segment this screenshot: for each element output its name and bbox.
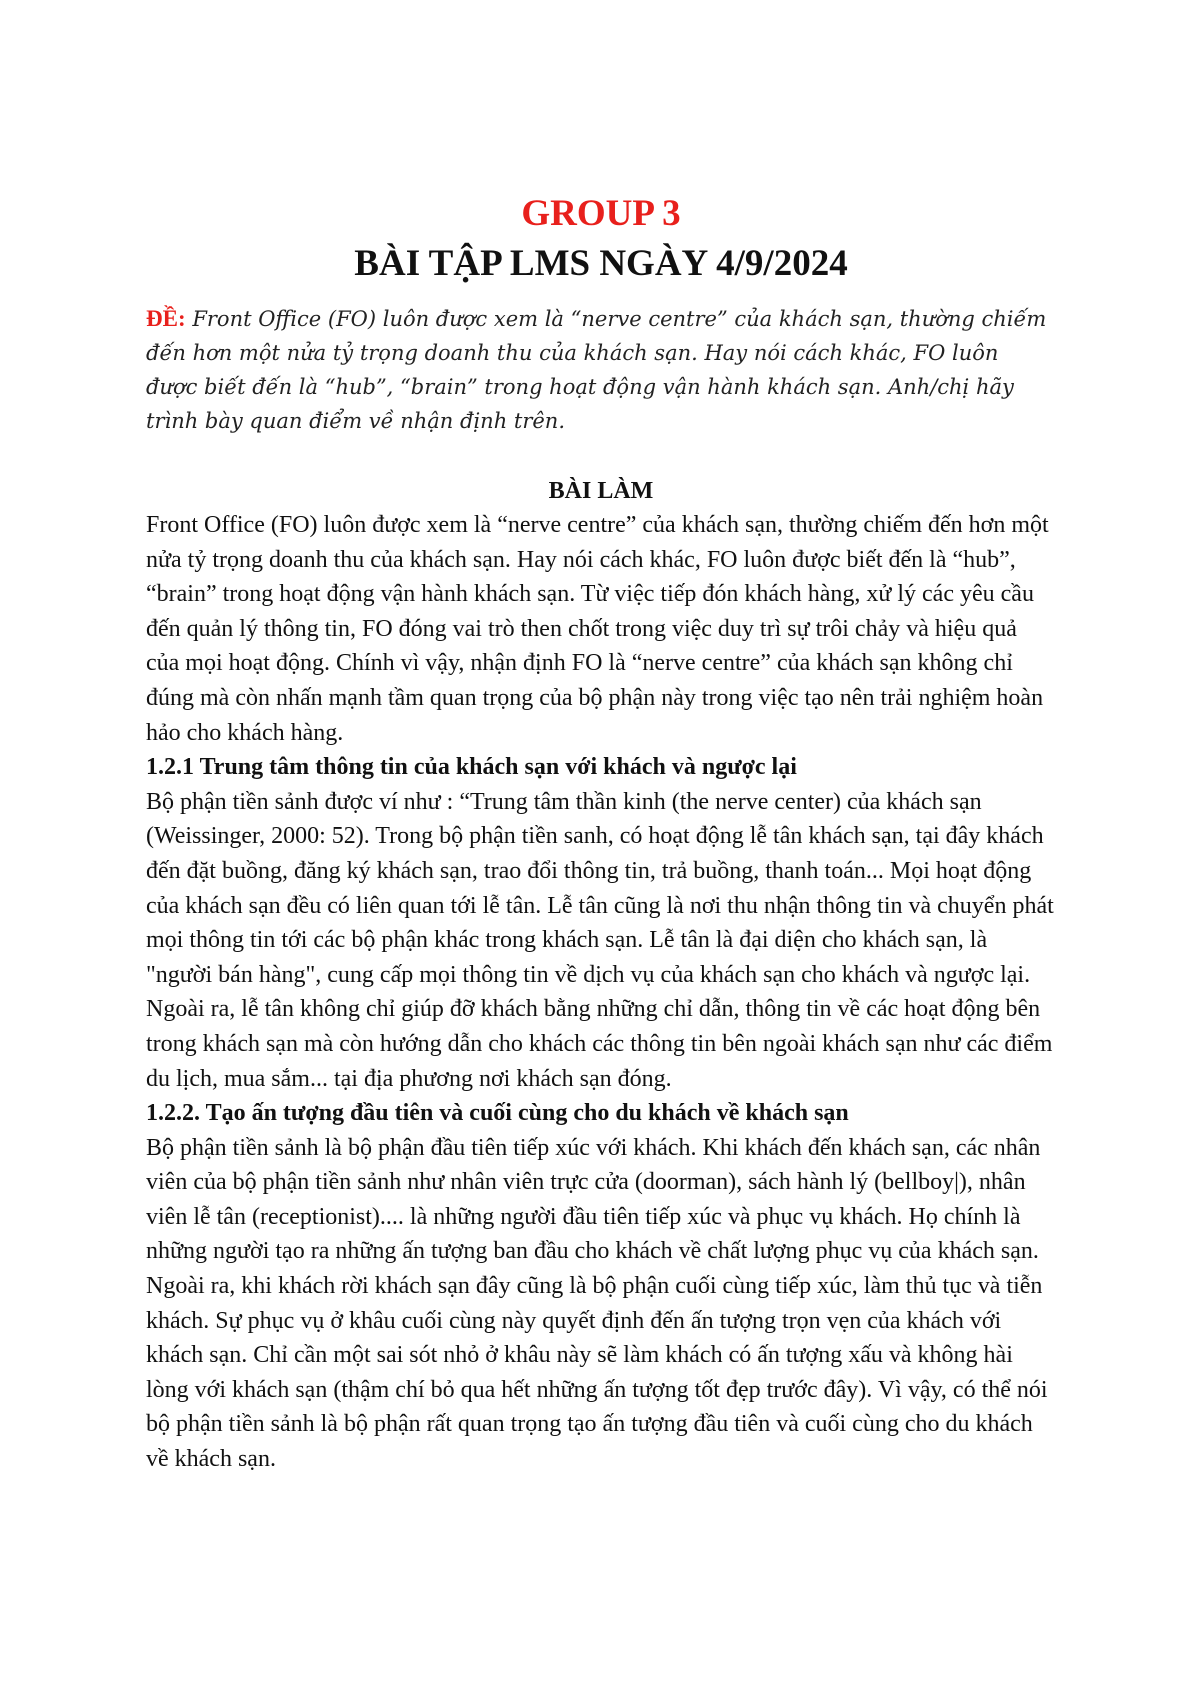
section-body-1-2-2: Bộ phận tiền sảnh là bộ phận đầu tiên tiếp xúc với khách. Khi khách đến khách sạn, các nhân viên của bộ phận tiền sảnh như nhân viên trực cửa (doorman), sách hành lý (bellboy|), nhân viên lễ tân (receptionist).... là những người đầu tiên tiếp xúc và phục vụ khách. Họ chính là những người tạo ra những ấn tượng ban đầu cho khách về chất lượng phục vụ của khách sạn. Ngoài ra, khi khách rời khách sạn đây cũng là bộ phận cuối cùng tiếp xúc, làm thủ tục và tiễn khách. Sự phục vụ ở khâu cuối cùng này quyết định đến ấn tượng trọn vẹn của khách với khách sạn. Chỉ cần một sai sót nhỏ ở khâu này sẽ làm khách có ấn tượng xấu và không hài lòng với khách sạn (thậm chí bỏ qua hết những ấn tượng tốt đẹp trước đây). Vì vậy, có thể nói bộ phận tiền sảnh là bộ phận rất quan trọng tạo ấn tượng đầu tiên và cuối cùng cho du khách về khách sạn. — [146, 1134, 1048, 1473]
prompt-label: ĐỀ: — [146, 306, 186, 331]
section-heading-1-2-1: 1.2.1 Trung tâm thông tin của khách sạn với khách và ngược lại — [146, 754, 797, 781]
assignment-prompt — [146, 302, 1056, 438]
group-title: GROUP 3 — [521, 193, 681, 234]
section-body-1-2-1: Bộ phận tiền sảnh được ví như : “Trung tâm thần kinh (the nerve center) của khách sạn (Weissinger, 2000: 52). Trong bộ phận tiền sanh, có hoạt động lễ tân khách sạn, tại đây khách đến đặt buồng, đăng ký khách sạn, trao đổi thông tin, trả buồng, thanh toán... Mọi hoạt động của khách sạn đều có liên quan tới lễ tân. Lễ tân cũng là nơi thu nhận thông tin và chuyển phát mọi thông tin tới các bộ phận khác trong khách sạn. Lễ tân là đại diện cho khách sạn, là "người bán hàng", cung cấp mọi thông tin về dịch vụ của khách sạn cho khách và ngược lại. Ngoài ra, lễ tân không chỉ giúp đỡ khách bằng những chỉ dẫn, thông tin về các hoạt động bên trong khách sạn mà còn hướng dẫn cho khách các thông tin bên ngoài khách sạn như các điểm du lịch, mua sắm... tại địa phương nơi khách sạn đóng. — [146, 788, 1054, 1092]
document-page — [146, 190, 1056, 1477]
answer-heading: BÀI LÀM — [548, 478, 654, 504]
section-heading-1-2-2: 1.2.2. Tạo ấn tượng đầu tiên và cuối cùng cho du khách về khách sạn — [146, 1100, 849, 1127]
assignment-title: BÀI TẬP LMS NGÀY 4/9/2024 — [354, 243, 848, 284]
prompt-text: Front Office (FO) luôn được xem là “nerve centre” của khách sạn, thường chiếm đến hơn một nửa tỷ trọng doanh thu của khách sạn. Hay nói cách khác, FO luôn được biết đến là “hub”, “brain” trong hoạt động vận hành khách sạn. Anh/chị hãy trình bày quan điểm về nhận định trên. — [146, 307, 1047, 433]
intro-paragraph: Front Office (FO) luôn được xem là “nerve centre” của khách sạn, thường chiếm đến hơn một nửa tỷ trọng doanh thu của khách sạn. Hay nói cách khác, FO luôn được biết đến là “hub”, “brain” trong hoạt động vận hành khách sạn. Từ việc tiếp đón khách hàng, xử lý các yêu cầu đến quản lý thông tin, FO đóng vai trò then chốt trong việc duy trì sự trôi chảy và hiệu quả của mọi hoạt động. Chính vì vậy, nhận định FO là “nerve centre” của khách sạn không chỉ đúng mà còn nhấn mạnh tầm quan trọng của bộ phận này trong việc tạo nên trải nghiệm hoàn hảo cho khách hàng. — [146, 512, 1049, 746]
